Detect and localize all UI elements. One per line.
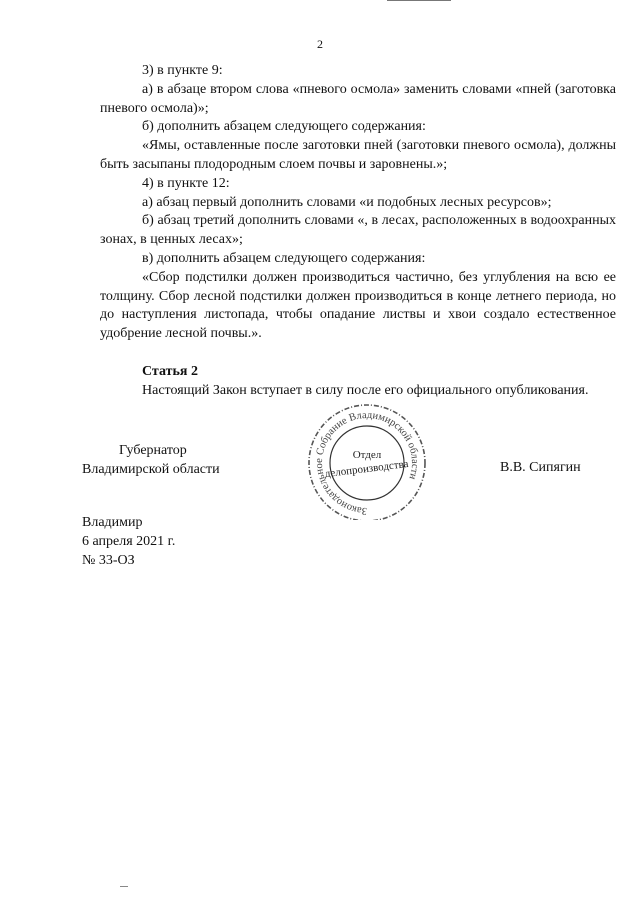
article-title: Статья 2	[142, 363, 198, 379]
paragraph: 3) в пункте 9:	[142, 63, 223, 78]
document-body	[100, 62, 616, 400]
stamp-ring-text: Законодательное Собрание Владимирской области	[313, 409, 421, 517]
paragraph: а) абзац первый дополнить словами «и подобных лесных ресурсов»;	[142, 194, 552, 210]
date: 6 апреля 2021 г.	[82, 534, 176, 549]
paragraph: «Сбор подстилки должен производиться частично, без углубления на всю ее толщину. Сбор лесной подстилки должен производиться в конце летнего периода, но до наступления листопада, чтобы опадание листвы и хвои создало естественное удобрение лесной почвы.».	[100, 269, 616, 342]
page-number: 2	[317, 37, 323, 51]
law-number: № 33-ОЗ	[82, 553, 135, 568]
signatory-position	[82, 441, 242, 479]
city: Владимир	[82, 515, 143, 530]
signatory-name: В.В. Сипягин	[500, 460, 581, 475]
document-footer	[82, 513, 175, 570]
stamp-center-line: делопроизводства	[324, 457, 410, 481]
scan-mark	[120, 886, 128, 887]
scan-edge-line	[387, 0, 451, 1]
paragraph: в) дополнить абзацем следующего содержания:	[142, 250, 426, 266]
official-stamp	[300, 404, 434, 520]
paragraph: 4) в пункте 12:	[142, 175, 230, 191]
paragraph: б) дополнить абзацем следующего содержания:	[142, 119, 426, 135]
position-line: Владимирской области	[82, 462, 220, 477]
paragraph: б) абзац третий дополнить словами «, в лесах, расположенных в водоохранных зонах, в ценных лесах»;	[100, 213, 616, 248]
position-line: Губернатор	[119, 443, 187, 458]
paragraph: «Ямы, оставленные после заготовки пней (заготовки пневого осмола), должны быть засыпаны плодородным слоем почвы и заровнены.»;	[100, 138, 616, 172]
paragraph: а) в абзаце втором слова «пневого осмола» заменить словами «пней (заготовка пневого осмола)»;	[100, 81, 616, 116]
stamp-center-line: Отдел	[352, 449, 382, 461]
article-text: Настоящий Закон вступает в силу после его официального опубликования.	[142, 382, 589, 398]
